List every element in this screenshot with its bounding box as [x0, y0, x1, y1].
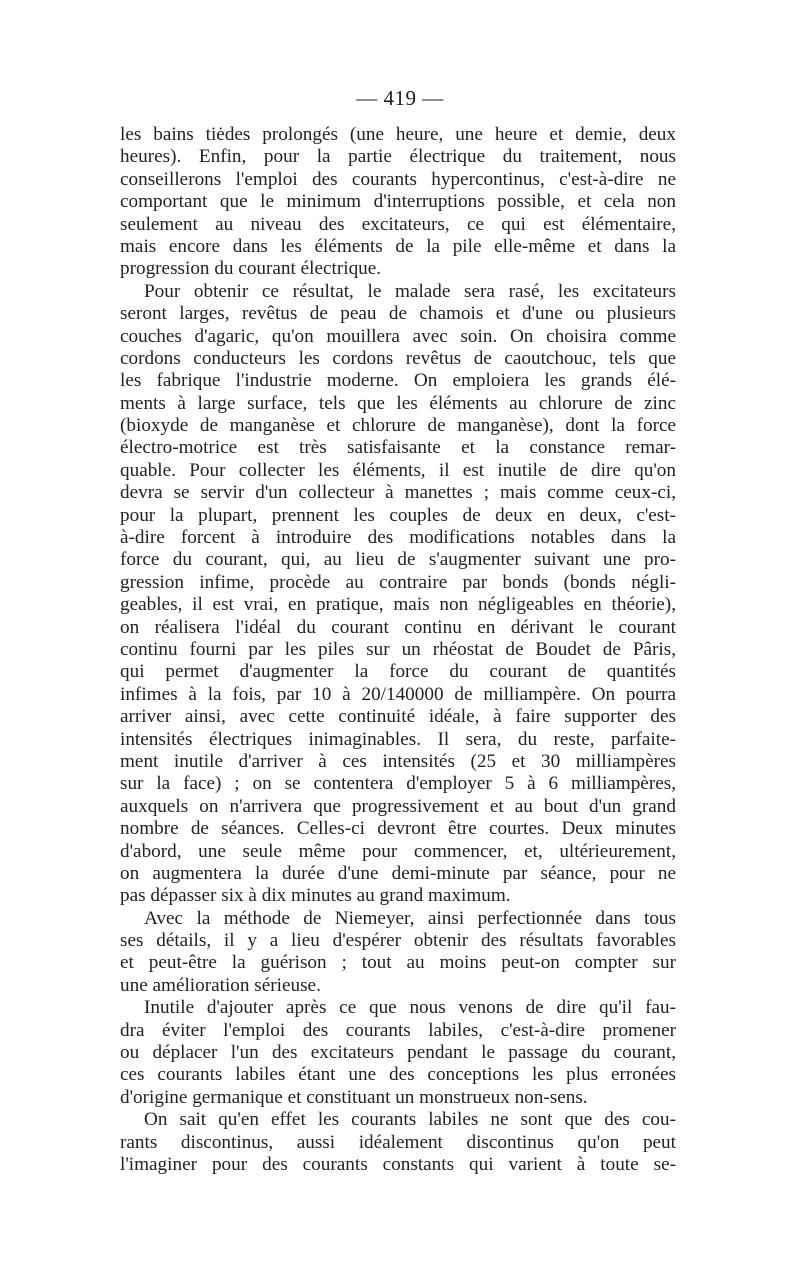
text-line: et peut-être la guérison ; tout au moins peut-on compter sur — [120, 952, 676, 974]
text-line: (bioxyde de manganèse et chlorure de manganèse), dont la force — [120, 415, 676, 437]
text-line: pour la plupart, prennent les couples de deux en deux, c'est- — [120, 504, 676, 526]
text-line: d'origine germanique et constituant un monstrueux non-sens. — [120, 1086, 588, 1108]
text-line: continu fourni par les piles sur un rhéostat de Boudet de Pâris, — [120, 638, 676, 660]
text-line: heures). Enfin, pour la partie électrique du traitement, nous — [120, 146, 676, 168]
text-line: ment inutile d'arriver à ces intensités (25 et 30 milliampères — [120, 750, 676, 772]
text-line: Pour obtenir ce résultat, le malade sera rasé, les excitateurs — [144, 280, 676, 302]
text-line: couches d'agaric, qu'on mouillera avec soin. On choisira comme — [120, 325, 676, 347]
text-line: les bains tiėdes prolongés (une heure, une heure et demie, deux — [120, 124, 676, 145]
text-line: on réalisera l'idéal du courant continu en dérivant le courant — [120, 616, 676, 638]
text-line: nombre de séances. Celles-ci devront être courtes. Deux minutes — [120, 818, 676, 840]
text-line: ments à large surface, tels que les éléments au chlorure de zinc — [120, 392, 676, 414]
text-line: l'imaginer pour des courants constants qui varient à toute se- — [120, 1153, 676, 1175]
text-line: on augmentera la durée d'une demi-minute par séance, pour ne — [120, 862, 676, 884]
text-line: mais encore dans les éléments de la pile elle-même et dans la — [120, 235, 676, 257]
text-line: ces courants labiles étant une des conceptions les plus erronées — [120, 1064, 676, 1086]
text-line: pas dépasser six à dix minutes au grand maximum. — [120, 885, 511, 907]
text-line: quable. Pour collecter les éléments, il est inutile de dire qu'on — [120, 459, 676, 481]
text-line: conseillerons l'emploi des courants hypercontinus, c'est-à-dire ne — [120, 168, 676, 190]
text-line: force du courant, qui, au lieu de s'augmenter suivant une pro- — [120, 549, 676, 571]
text-line: une amélioration sérieuse. — [120, 974, 321, 996]
text-line: gression infime, procède au contraire par bonds (bonds négli- — [120, 571, 676, 593]
text-line: cordons conducteurs les cordons revêtus de caoutchouc, tels que — [120, 347, 676, 369]
text-line: ou déplacer l'un des excitateurs pendant le passage du courant, — [120, 1042, 676, 1064]
text-line: d'abord, une seule même pour commencer, et, ultérieurement, — [120, 840, 676, 862]
text-line: à-dire forcent à introduire des modifications notables dans la — [120, 527, 676, 549]
text-line: Avec la méthode de Niemeyer, ainsi perfectionnée dans tous — [144, 907, 676, 929]
page-number: — 419 — — [356, 86, 444, 110]
text-line: comportant que le minimum d'interruptions possible, et cela non — [120, 191, 676, 213]
text-line: progression du courant électrique. — [120, 258, 382, 280]
text-line: arriver ainsi, avec cette continuité idéale, à faire supporter des — [120, 706, 676, 728]
text-line: rants discontinus, aussi idéalement discontinus qu'on peut — [120, 1131, 676, 1153]
text-line: sur la face) ; on se contentera d'employer 5 à 6 milliampères, — [120, 773, 676, 795]
text-line: seront larges, revêtus de peau de chamois et d'une ou plusieurs — [120, 303, 676, 325]
text-line: seulement au niveau des excitateurs, ce qui est élémentaire, — [120, 213, 676, 235]
text-line: intensités électriques inimaginables. Il sera, du reste, parfaite- — [120, 728, 676, 750]
text-line: les fabrique l'industrie moderne. On emploiera les grands élé- — [120, 370, 676, 392]
text-line: dra éviter l'emploi des courants labiles, c'est-à-dire promener — [120, 1019, 676, 1041]
text-line: infimes à la fois, par 10 à 20/140000 de milliampère. On pourra — [120, 683, 676, 705]
text-line: Inutile d'ajouter après ce que nous venons de dire qu'il fau- — [144, 997, 676, 1019]
text-line: électro-motrice est très satisfaisante et la constance remar- — [120, 437, 676, 459]
body-text — [120, 124, 676, 1176]
text-line: qui permet d'augmenter la force du courant de quantités — [120, 661, 676, 683]
text-line: On sait qu'en effet les courants labiles ne sont que des cou- — [144, 1109, 676, 1131]
text-line: ses détails, il y a lieu d'espérer obtenir des résultats favorables — [120, 930, 676, 952]
text-line: auxquels on n'arrivera que progressivement et au bout d'un grand — [120, 795, 676, 817]
text-line: devra se servir d'un collecteur à manettes ; mais comme ceux-ci, — [120, 482, 676, 504]
text-line: geables, il est vrai, en pratique, mais non négligeables en théorie), — [120, 594, 676, 616]
